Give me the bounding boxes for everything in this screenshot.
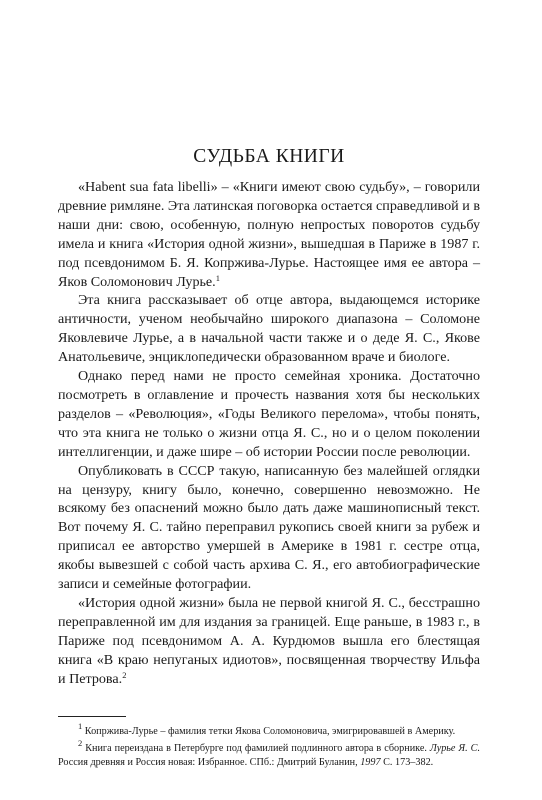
document-page: [58, 146, 480, 772]
footnote-2-text: Книга переиздана в Петербурге под фамилией подлинного автора в сборнике.: [85, 743, 427, 755]
footnote-1: [58, 721, 480, 739]
paragraph-2-text: Эта книга рассказывает об отце автора, выдающемся историке античности, ученом необычайно широкого диапазона – Соломоне Яковлевиче Лурье, а в начальной части также и о деде Я. С., Якове Анатольевиче, энциклопедически образованном враче и биологе.: [58, 292, 480, 366]
footnote-2-number: 2: [78, 738, 83, 749]
footnote-ref-2: 2: [122, 669, 127, 680]
footnote-2-year: 1997: [360, 756, 381, 768]
footnote-1-number: 1: [78, 721, 83, 732]
paragraph-5-text: «История одной жизни» была не первой книгой Я. С., бесстрашно переправленной им для издания за границей. Еще раньше, в 1983 г., в Париже под псевдонимом А. А. Курдюмов вышла его блестящая книга «В краю непуганых идиотов», посвященная творчеству Ильфа и Петрова.: [58, 594, 480, 687]
paragraph-3: [58, 367, 480, 462]
footnote-ref-1: 1: [215, 272, 220, 283]
footnote-2-author: Лурье Я. С.: [429, 743, 480, 755]
footnote-2-title: Россия древняя и Россия новая: Избранное. СПб.: Дмитрий Буланин,: [58, 756, 358, 768]
paragraph-1-text: «Habent sua fata libelli» – «Книги имеют свою судьбу», – говорили древние римляне. Эта латинская поговорка остается справедливой и в наши дни: свою, особенную, полную непростых поворотов судьбу имела и книга «История одной жизни», вышедшая в Париже в 1987 г. под псевдонимом Б. Я. Копржива-Лурье. Настоящее имя ее автора – Яков Соломонович Лурье.: [58, 179, 480, 290]
paragraph-4: [58, 462, 480, 594]
footnote-2-pages: С. 173–382.: [383, 756, 434, 768]
paragraph-3-text: Однако перед нами не просто семейная хроника. Достаточно посмотреть в оглавление и прочесть названия хотя бы нескольких разделов – «Революция», «Годы Великого перелома», чтобы понять, что эта книга не только о жизни отца Я. С., но и о целом поколении интеллигенции, и даже шире – об истории России после революции.: [58, 368, 480, 460]
paragraph-5: [58, 594, 480, 689]
paragraph-4-text: Опубликовать в СССР такую, написанную без малейшей оглядки на цензуру, книгу было, конечно, совершенно невозможно. Не всякому без опаснений можно было дать даже машинописный текст. Вот почему Я. С. тайно переправил рукопись своей книги за рубеж и приписал ее авторство умершей в Америке в 1981 г. сестре отца, якобы вывезшей с собой часть архива С. Я., его автобиографические записи и семейные фотографии.: [58, 462, 480, 593]
footnote-2: [58, 738, 480, 769]
paragraph-1: [58, 178, 480, 291]
footnote-divider: [58, 716, 126, 717]
footnote-1-text: Копржива-Лурье – фамилия тетки Якова Соломоновича, эмигрировавшей в Америку.: [84, 726, 456, 738]
paragraph-2: [58, 291, 480, 367]
chapter-title: СУДЬБА КНИГИ: [193, 146, 345, 167]
